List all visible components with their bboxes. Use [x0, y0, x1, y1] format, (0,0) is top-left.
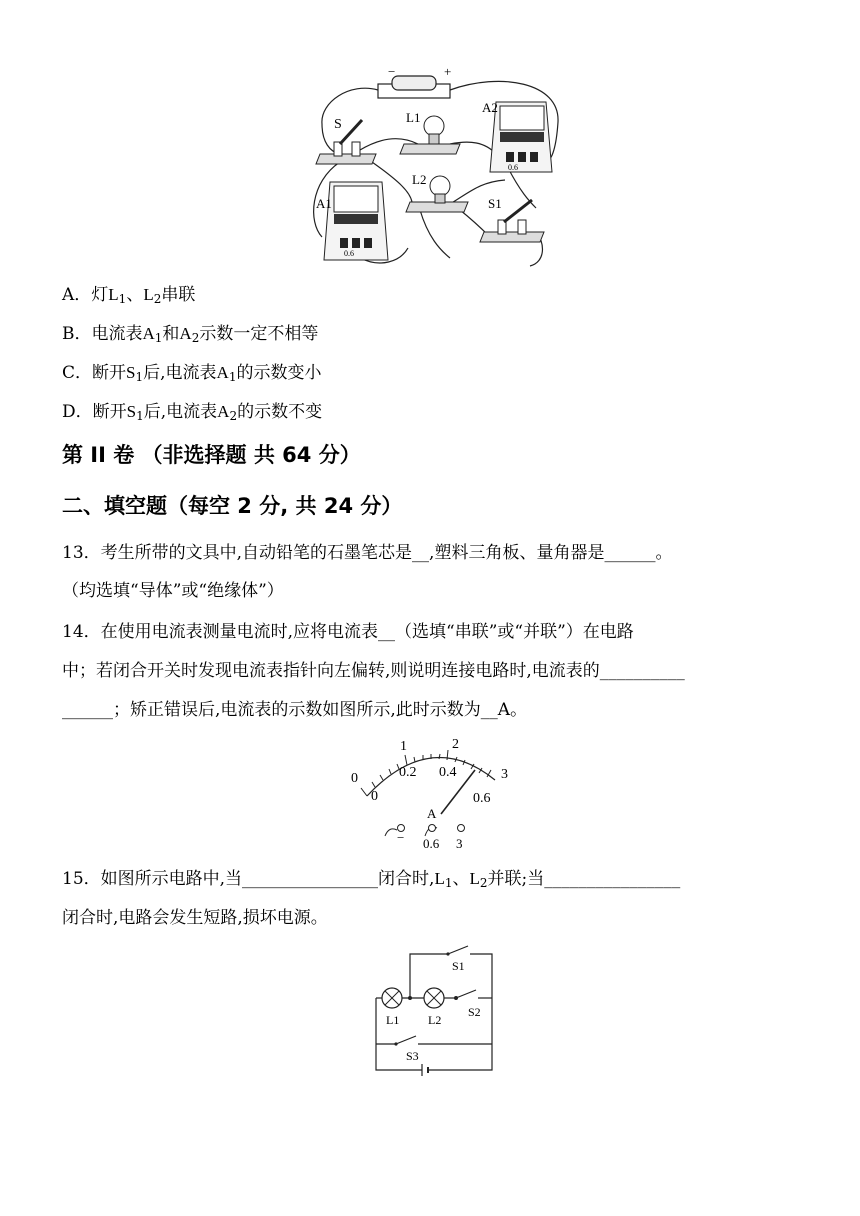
battery — [378, 64, 451, 98]
option-d: D．断开$S_1$后,电流表$A_2$的示数不变 — [62, 402, 323, 423]
svg-text:S: S — [334, 117, 342, 132]
q14-line-1: 14．在使用电流表测量电流时,应将电流表__（选填“串联”或“并联”）在电路 — [62, 622, 634, 642]
q14-line-3: ______；矫正错误后,电流表的示数如图所示,此时示数为__A。 — [62, 700, 528, 720]
svg-text:0.6: 0.6 — [344, 249, 354, 258]
option-c: C．断开$S_1$后,电流表$A_1$的示数变小 — [62, 363, 322, 384]
svg-text:0.6: 0.6 — [423, 836, 440, 851]
svg-text:−: − — [388, 64, 396, 79]
circuit-schematic — [360, 940, 500, 1085]
volume-2-heading: 第 II 卷 （非选择题 共 64 分） — [62, 443, 361, 467]
svg-text:0: 0 — [351, 771, 358, 786]
ammeter-a2 — [482, 100, 552, 172]
fill-in-section-heading: 二、填空题（每空 2 分, 共 24 分） — [62, 494, 403, 518]
svg-text:L2: L2 — [412, 172, 427, 187]
svg-text:0.6: 0.6 — [508, 163, 518, 172]
svg-text:0.2: 0.2 — [399, 765, 417, 780]
svg-text:−: − — [397, 830, 405, 845]
svg-text:S3: S3 — [406, 1049, 419, 1063]
svg-text:A: A — [427, 806, 437, 821]
svg-text:L2: L2 — [428, 1013, 442, 1027]
svg-text:L1: L1 — [386, 1013, 400, 1027]
option-a: A．灯$L_1$、$L_2$串联 — [62, 285, 196, 306]
q15-line-1: 15．如图所示电路中,当________________闭合时$,L_1$、$L_2$并联;当________________ — [62, 869, 681, 890]
q13-line-2: （均选填“导体”或“绝缘体”） — [62, 581, 284, 601]
svg-text:S1: S1 — [452, 959, 465, 973]
option-b: B．电流表$A_1$和$A_2$示数一定不相等 — [62, 324, 319, 345]
q14-line-2: 中；若闭合开关时发现电流表指针向左偏转,则说明连接电路时,电流表的__________ — [62, 661, 685, 681]
lamp-l2 — [406, 172, 468, 212]
svg-text:S2: S2 — [468, 1005, 481, 1019]
q13-line-1: 13．考生所带的文具中,自动铅笔的石墨笔芯是__,塑料三角板、量角器是______。 — [62, 543, 673, 563]
svg-text:1: 1 — [400, 739, 407, 754]
lamp-l1 — [400, 110, 460, 154]
svg-text:3: 3 — [501, 767, 508, 782]
q15-line-2: 闭合时,电路会发生短路,损坏电源。 — [62, 908, 328, 928]
svg-text:S1: S1 — [488, 196, 502, 211]
svg-text:L1: L1 — [406, 110, 421, 125]
ammeter-dial-figure — [345, 730, 525, 854]
svg-text:0: 0 — [371, 789, 378, 804]
circuit-object-figure — [300, 62, 570, 272]
svg-text:0.4: 0.4 — [439, 765, 457, 780]
svg-text:2: 2 — [452, 737, 459, 752]
svg-text:A2: A2 — [482, 100, 498, 115]
switch-s1 — [480, 196, 544, 242]
svg-text:0.6: 0.6 — [473, 791, 491, 806]
ammeter-a1 — [316, 182, 388, 260]
svg-text:3: 3 — [456, 836, 463, 851]
svg-text:+: + — [444, 64, 452, 79]
svg-text:A1: A1 — [316, 196, 332, 211]
